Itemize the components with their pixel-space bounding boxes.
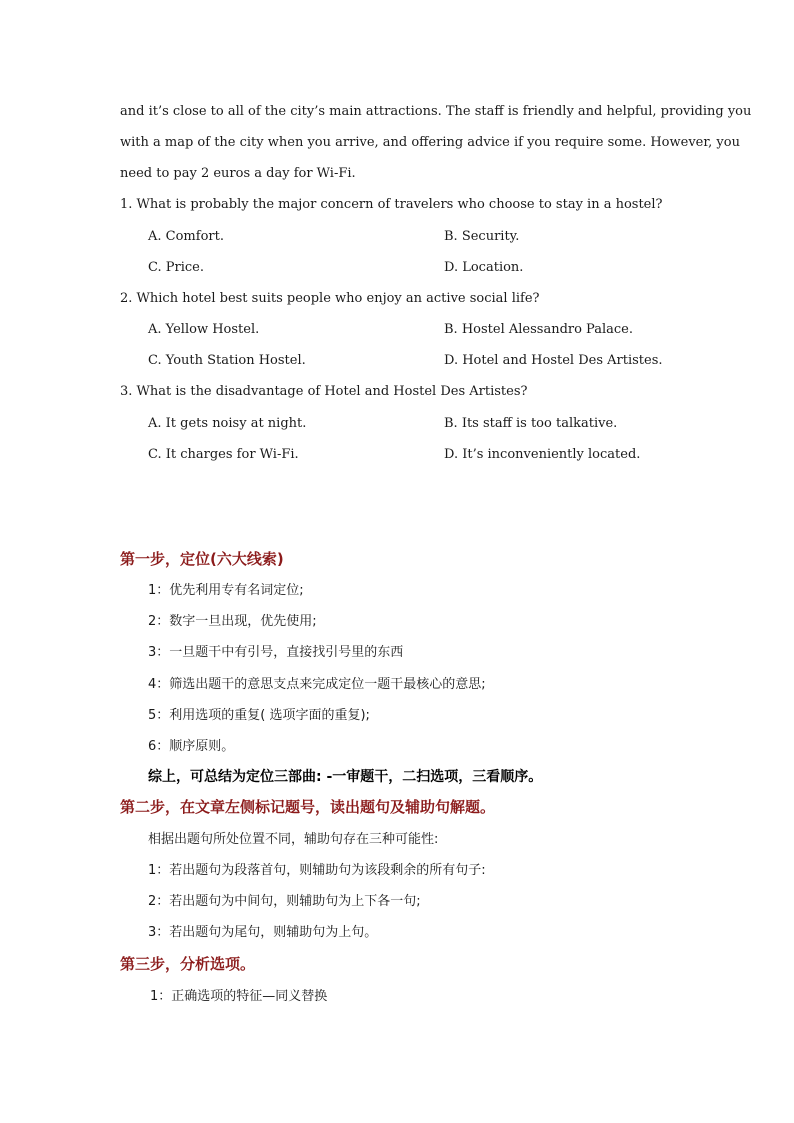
step-1-heading: 第一步，定位(六大线索) [120,550,284,568]
step-1-item-4: 4：筛选出题干的意思支点来完成定位一题干最核心的意思; [148,677,486,692]
step-1-item-3: 3：一旦题干中有引号，直接找引号里的东西 [148,645,404,660]
passage-line-3: need to pay 2 euros a day for Wi-Fi. [120,166,356,181]
step-1-item-6: 6：顺序原则。 [148,739,235,754]
step-2-item-1: 1：若出题句为段落首句，则辅助句为该段剩余的所有句子: [148,863,486,878]
passage-line-1: and it’s close to all of the city’s main attractions. The staff is friendly and helpful, providing you [120,104,752,119]
step-2-item-2: 2：若出题句为中间句，则辅助句为上下各一句; [148,894,421,909]
step-3-item-1: 1：正确选项的特征—同义替换 [150,989,328,1004]
question-1-option-d: D. Location. [444,260,524,275]
question-1-stem: 1. What is probably the major concern of travelers who choose to stay in a hostel? [120,197,663,212]
question-1-option-b: B. Security. [444,229,520,244]
step-2-intro: 相据出题句所处位置不同，辅助句存在三种可能性: [148,832,439,847]
step-3-heading: 第三步，分析选项。 [120,955,256,973]
step-1-item-1: 1：优先利用专有名词定位; [148,583,304,598]
question-3-stem: 3. What is the disadvantage of Hotel and Hostel Des Artistes? [120,384,528,399]
question-1-option-c: C. Price. [148,260,204,275]
step-1-item-5: 5：利用选项的重复( 选项字面的重复); [148,708,370,723]
question-3-option-a: A. It gets noisy at night. [148,416,307,431]
step-2-heading: 第二步，在文章左侧标记题号，读出题句及辅助句解题。 [120,798,496,816]
passage-line-2: with a map of the city when you arrive, and offering advice if you require some. However, you [120,135,740,150]
question-2-option-b: B. Hostel Alessandro Palace. [444,322,633,337]
question-1-option-a: A. Comfort. [148,229,224,244]
step-2-item-3: 3：若出题句为尾句，则辅助句为上句。 [148,925,378,940]
question-2-option-c: C. Youth Station Hostel. [148,353,306,368]
step-1-summary: 综上，可总结为定位三部曲: -一审题干，二扫选项，三看顺序。 [148,769,543,785]
question-3-option-c: C. It charges for Wi-Fi. [148,447,299,462]
question-3-option-b: B. Its staff is too talkative. [444,416,618,431]
step-1-item-2: 2：数字一旦出现，优先使用; [148,614,317,629]
question-2-stem: 2. Which hotel best suits people who enjoy an active social life? [120,291,540,306]
question-2-option-a: A. Yellow Hostel. [148,322,260,337]
question-3-option-d: D. It’s inconveniently located. [444,447,641,462]
question-2-option-d: D. Hotel and Hostel Des Artistes. [444,353,663,368]
